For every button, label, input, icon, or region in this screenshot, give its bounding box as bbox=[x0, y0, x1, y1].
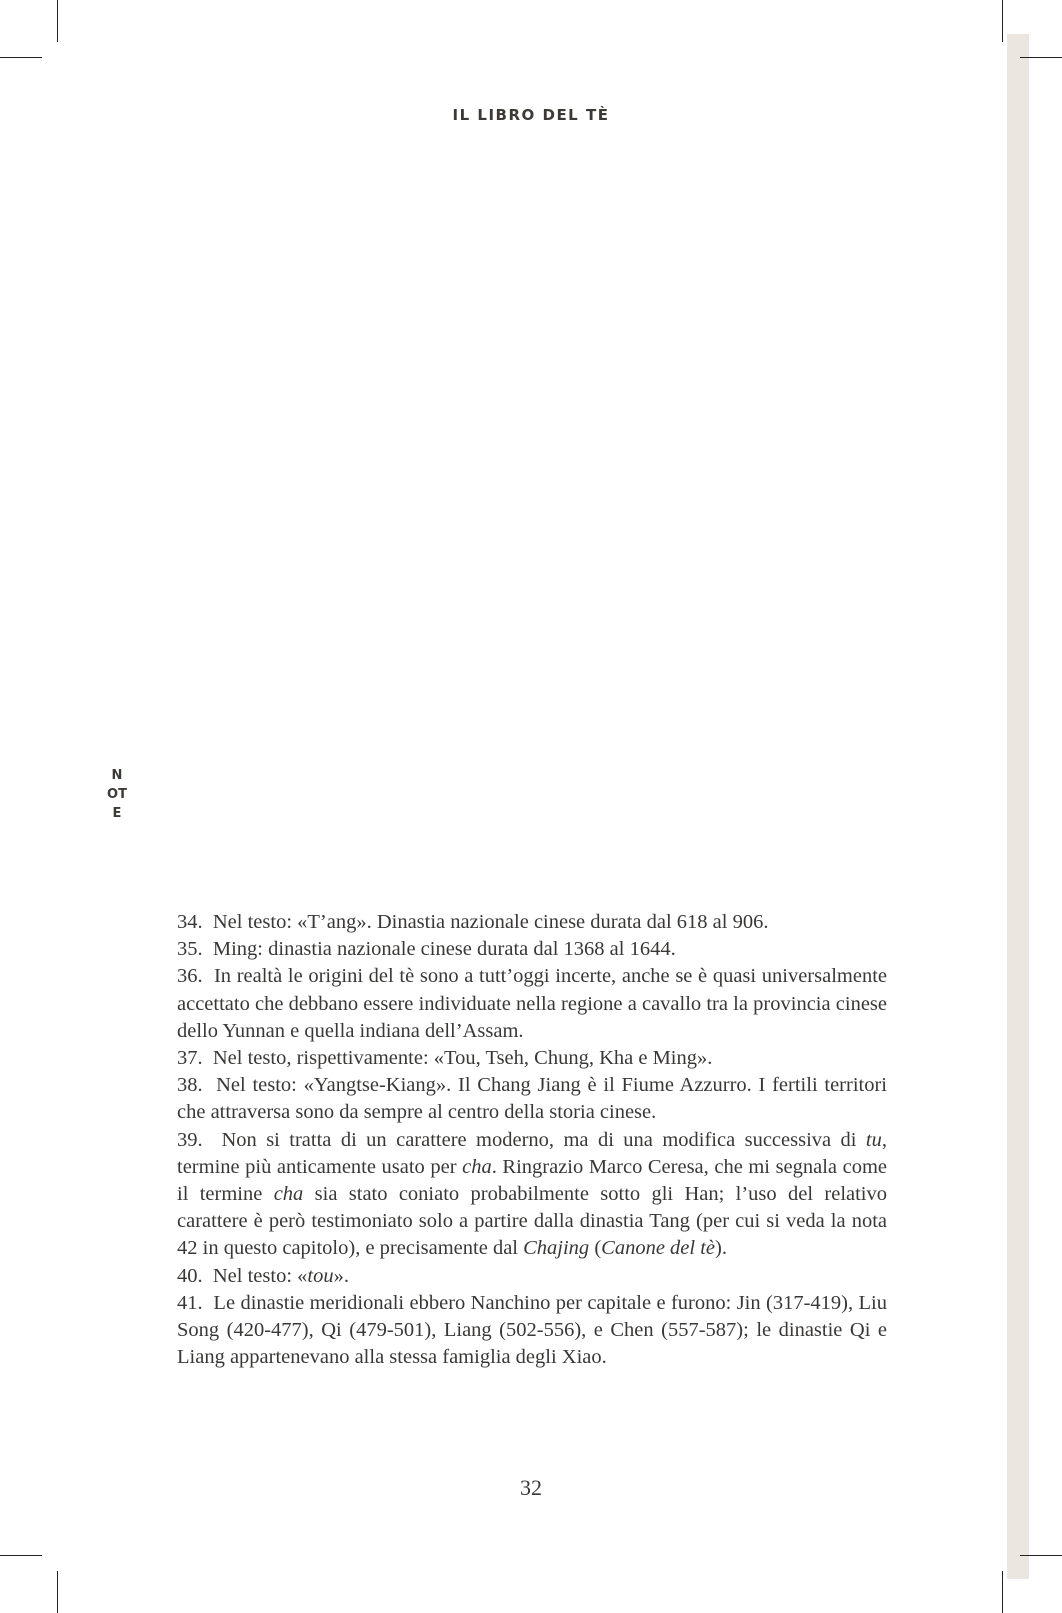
footnote-text: Nel testo: «Yangtse-Kiang». Il Chang Jiang è il Fiume Azzurro. I fertili territori che attraversa sono da sempre al centro della storia cinese. bbox=[177, 1074, 887, 1124]
footnote-number: 36. bbox=[177, 965, 214, 988]
footnote-italic-text: Chajing bbox=[523, 1237, 590, 1260]
footnote-text: ). bbox=[715, 1237, 727, 1260]
footnote bbox=[177, 1127, 887, 1263]
footnote-text: Le dinastie meridionali ebbero Nanchino per capitale e furono: Jin (317-419), Liu Song (420-477), Qi (479-501), Liang (502-556), e Chen (557-587); le dinastie Qi e Liang appartenevano alla stessa famiglia degli Xiao. bbox=[177, 1291, 887, 1369]
crop-mark bbox=[57, 0, 58, 42]
footnote-number: 37. bbox=[177, 1047, 213, 1070]
footnote-text: ». bbox=[333, 1264, 349, 1287]
footnote-number: 34. bbox=[177, 911, 213, 933]
footnote-text: Ming: dinastia nazionale cinese durata dal 1368 al 1644. bbox=[212, 938, 676, 961]
crop-mark bbox=[1002, 1571, 1003, 1613]
page-edge-strip bbox=[1007, 34, 1029, 1579]
footnotes-list bbox=[177, 909, 887, 1371]
footnote bbox=[177, 1263, 887, 1290]
footnote-number: 40. bbox=[177, 1264, 213, 1287]
footnote-italic-text: cha bbox=[273, 1183, 304, 1206]
footnote-text: Nel testo, rispettivamente: «Tou, Tseh, Chung, Kha e Ming». bbox=[212, 1047, 713, 1070]
footnote-text: sia stato coniato probabilmente sotto gli Han; l’uso del relativo carattere è però testimoniato solo a partire dalla dinastia Tang (per cui si veda la nota 42 in questo capitolo), e precisamente dal bbox=[177, 1183, 887, 1260]
footnote bbox=[177, 1290, 887, 1372]
footnote-italic-text: tu bbox=[865, 1128, 882, 1151]
footnote-number: 41. bbox=[177, 1291, 214, 1314]
footnote-text: . Ringrazio Marco Ceresa, che mi segnala come il termine bbox=[177, 1155, 887, 1206]
footnote-text: Non si tratta di un carattere moderno, ma di una modifica successiva di bbox=[221, 1128, 866, 1151]
footnote-italic-text: cha bbox=[462, 1155, 492, 1178]
footnote bbox=[177, 1045, 887, 1072]
running-title: IL LIBRO DEL TÈ bbox=[452, 106, 610, 124]
page-number: 32 bbox=[520, 1475, 542, 1500]
crop-mark bbox=[0, 1555, 42, 1556]
footnote-text: Nel testo: « bbox=[212, 1264, 308, 1287]
footnote-text: In realtà le origini del tè sono a tutt’oggi incerte, anche se è quasi universalmente accettato che debbano essere individuate nella regione a cavallo tra la provincia cinese dello Yunnan e quella indiana dell’Assam. bbox=[177, 965, 887, 1042]
footnote-text: ( bbox=[589, 1237, 602, 1260]
footnote-number: 38. bbox=[177, 1074, 217, 1097]
crop-mark bbox=[1002, 0, 1003, 42]
footnote-italic-text: Canone del tè bbox=[601, 1237, 716, 1260]
footnote-text: , termine più anticamente usato per bbox=[177, 1128, 887, 1178]
footnote bbox=[177, 1072, 887, 1126]
footnote-italic-text: tou bbox=[307, 1264, 334, 1287]
footnote bbox=[177, 909, 887, 936]
crop-mark bbox=[0, 57, 42, 58]
footnote bbox=[177, 936, 887, 963]
footnote-number: 35. bbox=[177, 938, 213, 961]
footnote-text: Nel testo: «T’ang». Dinastia nazionale cinese durata dal 618 al 906. bbox=[212, 911, 769, 933]
crop-mark bbox=[57, 1571, 58, 1613]
footnote-number: 39. bbox=[177, 1128, 222, 1151]
footnote bbox=[177, 963, 887, 1045]
crop-mark bbox=[1020, 1555, 1062, 1556]
side-label-note: NOTE bbox=[107, 768, 127, 821]
crop-mark bbox=[1020, 57, 1062, 58]
